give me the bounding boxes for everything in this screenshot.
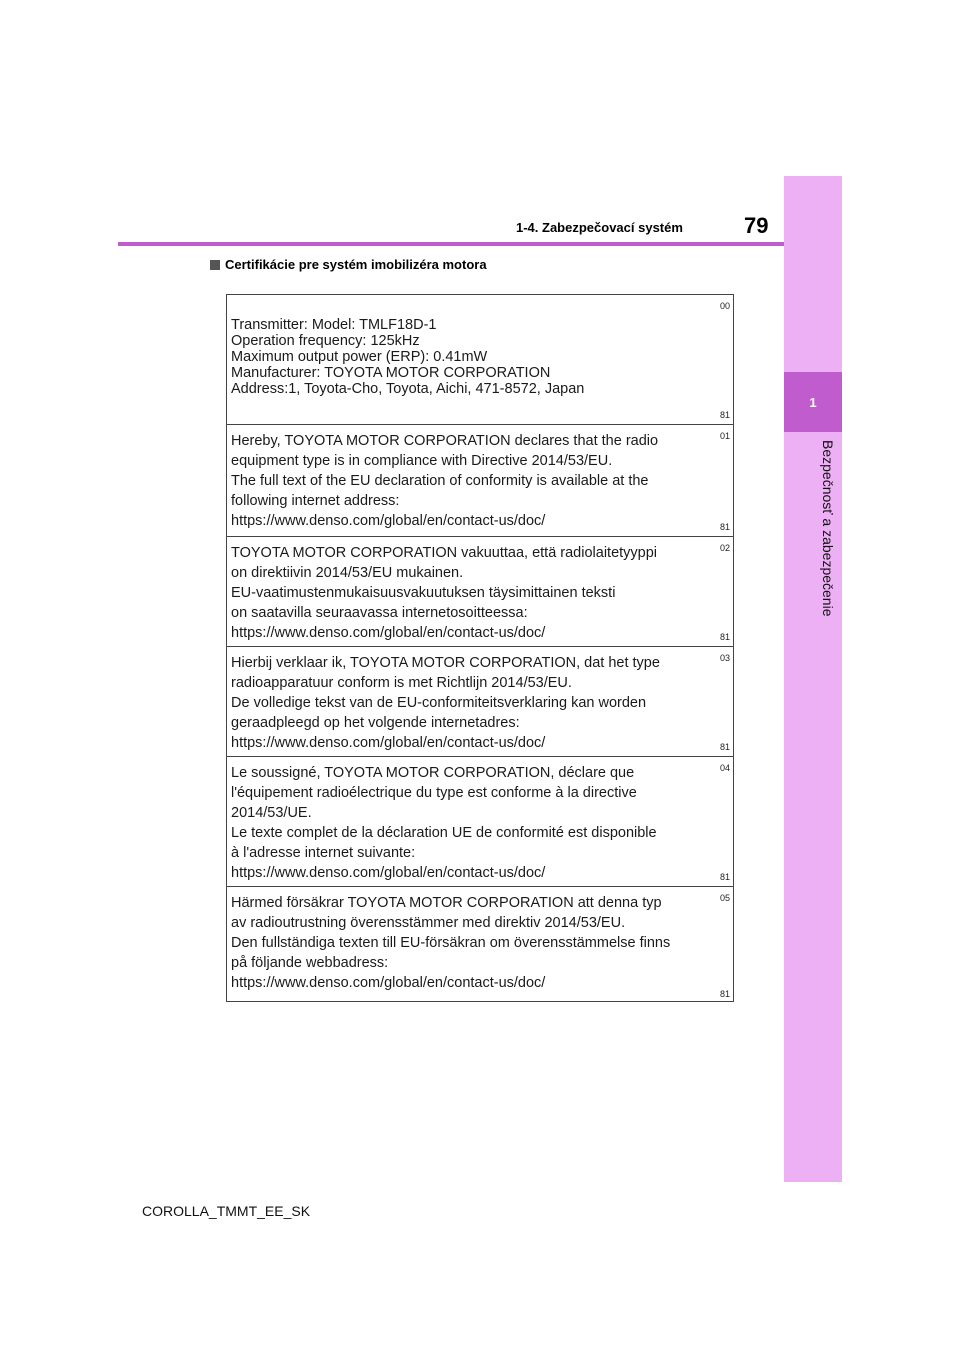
certificate-line: following internet address:: [231, 493, 400, 509]
certificate-line: Den fullständiga texten till EU-försäkran om överensstämmelse finns: [231, 935, 671, 951]
certificate-code-top: 02: [719, 543, 730, 553]
certificate-line: à l'adresse internet suivante:: [231, 845, 416, 861]
square-bullet-icon: [210, 260, 220, 270]
chapter-title: Bezpečnosť a zabezpečenie: [820, 440, 836, 617]
certificate-code-bottom: 81: [719, 410, 730, 420]
certificate-text: [231, 431, 705, 531]
certificate-line: av radioutrustning överensstämmer med direktiv 2014/53/EU.: [231, 915, 626, 931]
section-header-title: 1-4. Zabezpečovací systém: [516, 220, 683, 235]
certificate-block: [227, 537, 733, 647]
document-code: COROLLA_TMMT_EE_SK: [142, 1203, 311, 1219]
certificate-block: [227, 887, 733, 1003]
certificate-line: 2014/53/UE.: [231, 805, 312, 821]
certificate-code-top: 00: [719, 301, 730, 311]
certificate-code-bottom: 81: [719, 522, 730, 532]
certificate-block: [227, 757, 733, 887]
certificate-text: [231, 317, 705, 397]
certificate-line: equipment type is in compliance with Directive 2014/53/EU.: [231, 453, 613, 469]
certificate-line: on direktiivin 2014/53/EU mukainen.: [231, 565, 464, 581]
certificate-line: Address:1, Toyota-Cho, Toyota, Aichi, 471-8572, Japan: [231, 381, 585, 397]
certificate-line: Hierbij verklaar ik, TOYOTA MOTOR CORPORATION, dat het type: [231, 655, 660, 671]
page-number: 79: [744, 213, 769, 238]
certificate-line: Le soussigné, TOYOTA MOTOR CORPORATION, déclare que: [231, 765, 635, 781]
chapter-tab: [784, 372, 842, 432]
certificate-text: [231, 893, 705, 993]
certificate-code-top: 04: [719, 763, 730, 773]
certificate-block: [227, 647, 733, 757]
certificate-text: [231, 653, 705, 753]
certificate-code-top: 05: [719, 893, 730, 903]
certificate-line: De volledige tekst van de EU-conformiteitsverklaring kan worden: [231, 695, 647, 711]
certificate-block: [227, 425, 733, 537]
certificate-line: TOYOTA MOTOR CORPORATION vakuuttaa, että radiolaitetyyppi: [231, 545, 658, 561]
certificate-line: Härmed försäkrar TOYOTA MOTOR CORPORATION att denna typ: [231, 895, 662, 911]
certificate-code-bottom: 81: [719, 872, 730, 882]
certificate-line: Operation frequency: 125kHz: [231, 333, 420, 349]
certificate-line: https://www.denso.com/global/en/contact-us/doc/: [231, 513, 546, 529]
certificate-line: https://www.denso.com/global/en/contact-us/doc/: [231, 735, 546, 751]
certificate-line: https://www.denso.com/global/en/contact-us/doc/: [231, 975, 546, 991]
certificate-code-bottom: 81: [719, 989, 730, 999]
section-heading-text: Certifikácie pre systém imobilizéra motora: [225, 257, 487, 272]
certificate-code-bottom: 81: [719, 632, 730, 642]
certificate-block: [227, 295, 733, 425]
header-rule: [118, 242, 784, 246]
certificate-code-top: 03: [719, 653, 730, 663]
certificate-line: l'équipement radioélectrique du type est conforme à la directive: [231, 785, 637, 801]
certificate-code-top: 01: [719, 431, 730, 441]
certificate-text: [231, 543, 705, 643]
certificate-line: https://www.denso.com/global/en/contact-us/doc/: [231, 865, 546, 881]
certificate-line: on saatavilla seuraavassa internetosoitteessa:: [231, 605, 528, 621]
chapter-tab-number: 1: [809, 394, 817, 410]
certificate-text: [231, 763, 705, 883]
certificate-line: Maximum output power (ERP): 0.41mW: [231, 349, 488, 365]
certificate-code-bottom: 81: [719, 742, 730, 752]
certificate-line: The full text of the EU declaration of conformity is available at the: [231, 473, 649, 489]
certificate-line: EU-vaatimustenmukaisuusvakuutuksen täysimittainen teksti: [231, 585, 616, 601]
certificate-line: Transmitter: Model: TMLF18D-1: [231, 317, 437, 333]
section-heading: [210, 257, 487, 272]
certificate-line: radioapparatuur conform is met Richtlijn 2014/53/EU.: [231, 675, 572, 691]
certificate-line: på följande webbadress:: [231, 955, 389, 971]
certificate-line: https://www.denso.com/global/en/contact-us/doc/: [231, 625, 546, 641]
certificate-line: Hereby, TOYOTA MOTOR CORPORATION declares that the radio: [231, 433, 659, 449]
certificate-label-box: [226, 294, 734, 1002]
certificate-line: geraadpleegd op het volgende internetadres:: [231, 715, 520, 731]
certificate-line: Manufacturer: TOYOTA MOTOR CORPORATION: [231, 365, 551, 381]
certificate-line: Le texte complet de la déclaration UE de conformité est disponible: [231, 825, 657, 841]
chapter-side-band: [784, 176, 842, 1182]
